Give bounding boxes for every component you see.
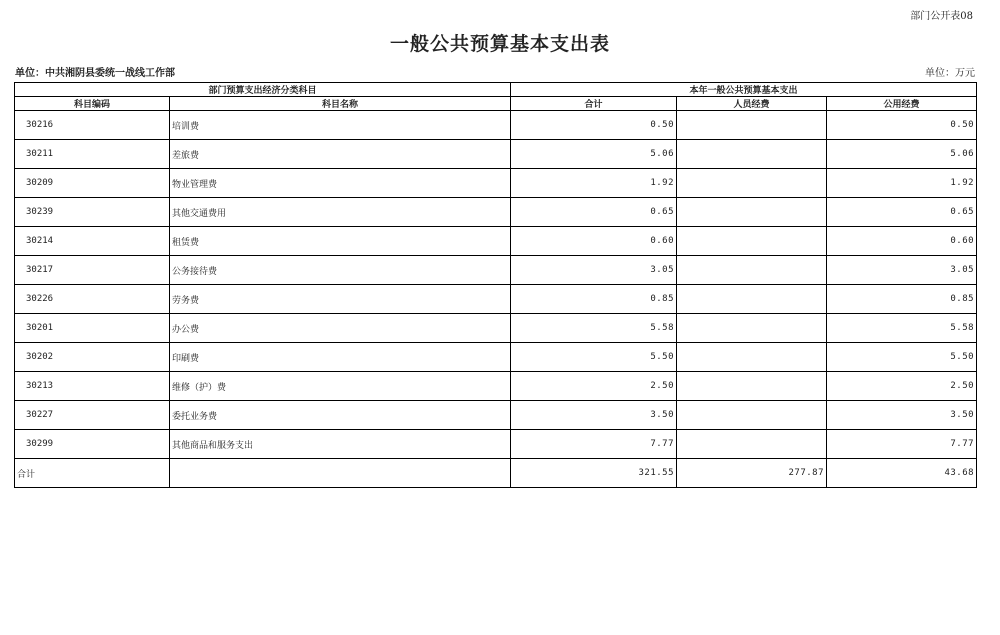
cell-total: 0.65 <box>511 198 677 227</box>
cell-personnel <box>677 256 827 285</box>
table-row <box>15 256 977 285</box>
cell-public: 3.05 <box>827 256 977 285</box>
cell-personnel <box>677 401 827 430</box>
cell-name: 其他交通费用 <box>170 198 511 227</box>
cell-total: 3.05 <box>511 256 677 285</box>
table-row <box>15 285 977 314</box>
cell-total: 0.85 <box>511 285 677 314</box>
column-header-personnel: 人员经费 <box>677 97 827 111</box>
total-sum: 321.55 <box>511 459 677 488</box>
table-row <box>15 198 977 227</box>
table-row <box>15 111 977 140</box>
cell-personnel <box>677 314 827 343</box>
cell-public: 5.06 <box>827 140 977 169</box>
cell-total: 3.50 <box>511 401 677 430</box>
column-header-name: 科目名称 <box>170 97 511 111</box>
cell-personnel <box>677 227 827 256</box>
cell-personnel <box>677 285 827 314</box>
table-row <box>15 372 977 401</box>
column-header-total: 合计 <box>511 97 677 111</box>
cell-code: 30209 <box>15 169 170 198</box>
cell-personnel <box>677 343 827 372</box>
cell-public: 5.50 <box>827 343 977 372</box>
form-number: 部门公开表08 <box>910 11 973 22</box>
unit-organization: 单位：中共湘阴县委统一战线工作部 <box>15 68 175 79</box>
table-row <box>15 169 977 198</box>
cell-name: 培训费 <box>170 111 511 140</box>
cell-name: 印刷费 <box>170 343 511 372</box>
cell-code: 30202 <box>15 343 170 372</box>
total-row <box>15 459 977 488</box>
cell-name: 劳务费 <box>170 285 511 314</box>
cell-personnel <box>677 430 827 459</box>
total-public: 43.68 <box>827 459 977 488</box>
cell-code: 30227 <box>15 401 170 430</box>
cell-code: 30211 <box>15 140 170 169</box>
cell-public: 0.85 <box>827 285 977 314</box>
cell-personnel <box>677 169 827 198</box>
cell-name: 维修（护）费 <box>170 372 511 401</box>
cell-name: 办公费 <box>170 314 511 343</box>
total-label: 合计 <box>15 459 170 488</box>
table-row <box>15 314 977 343</box>
total-name <box>170 459 511 488</box>
cell-total: 1.92 <box>511 169 677 198</box>
cell-total: 5.58 <box>511 314 677 343</box>
cell-code: 30217 <box>15 256 170 285</box>
table-row <box>15 227 977 256</box>
cell-personnel <box>677 111 827 140</box>
cell-total: 2.50 <box>511 372 677 401</box>
cell-code: 30214 <box>15 227 170 256</box>
page-title: 一般公共预算基本支出表 <box>389 33 610 55</box>
cell-name: 其他商品和服务支出 <box>170 430 511 459</box>
group-header-row <box>15 83 977 97</box>
cell-name: 差旅费 <box>170 140 511 169</box>
cell-total: 0.50 <box>511 111 677 140</box>
cell-personnel <box>677 140 827 169</box>
cell-name: 物业管理费 <box>170 169 511 198</box>
cell-public: 3.50 <box>827 401 977 430</box>
unit-currency: 单位：万元 <box>925 68 975 79</box>
cell-public: 7.77 <box>827 430 977 459</box>
cell-public: 2.50 <box>827 372 977 401</box>
column-header-row <box>15 97 977 111</box>
cell-total: 5.50 <box>511 343 677 372</box>
column-header-code: 科目编码 <box>15 97 170 111</box>
cell-name: 公务接待费 <box>170 256 511 285</box>
group-header-classification: 部门预算支出经济分类科目 <box>15 83 511 97</box>
cell-total: 0.60 <box>511 227 677 256</box>
cell-code: 30299 <box>15 430 170 459</box>
cell-total: 5.06 <box>511 140 677 169</box>
cell-public: 1.92 <box>827 169 977 198</box>
cell-name: 委托业务费 <box>170 401 511 430</box>
budget-table <box>14 82 977 488</box>
cell-personnel <box>677 372 827 401</box>
group-header-expenditure: 本年一般公共预算基本支出 <box>511 83 977 97</box>
table-row <box>15 401 977 430</box>
cell-public: 5.58 <box>827 314 977 343</box>
table-row <box>15 140 977 169</box>
cell-personnel <box>677 198 827 227</box>
total-personnel: 277.87 <box>677 459 827 488</box>
cell-code: 30213 <box>15 372 170 401</box>
table-body <box>15 111 977 488</box>
cell-code: 30216 <box>15 111 170 140</box>
cell-public: 0.60 <box>827 227 977 256</box>
cell-public: 0.50 <box>827 111 977 140</box>
cell-total: 7.77 <box>511 430 677 459</box>
cell-code: 30226 <box>15 285 170 314</box>
table-row <box>15 430 977 459</box>
cell-code: 30201 <box>15 314 170 343</box>
cell-code: 30239 <box>15 198 170 227</box>
column-header-public: 公用经费 <box>827 97 977 111</box>
table-row <box>15 343 977 372</box>
cell-public: 0.65 <box>827 198 977 227</box>
cell-name: 租赁费 <box>170 227 511 256</box>
